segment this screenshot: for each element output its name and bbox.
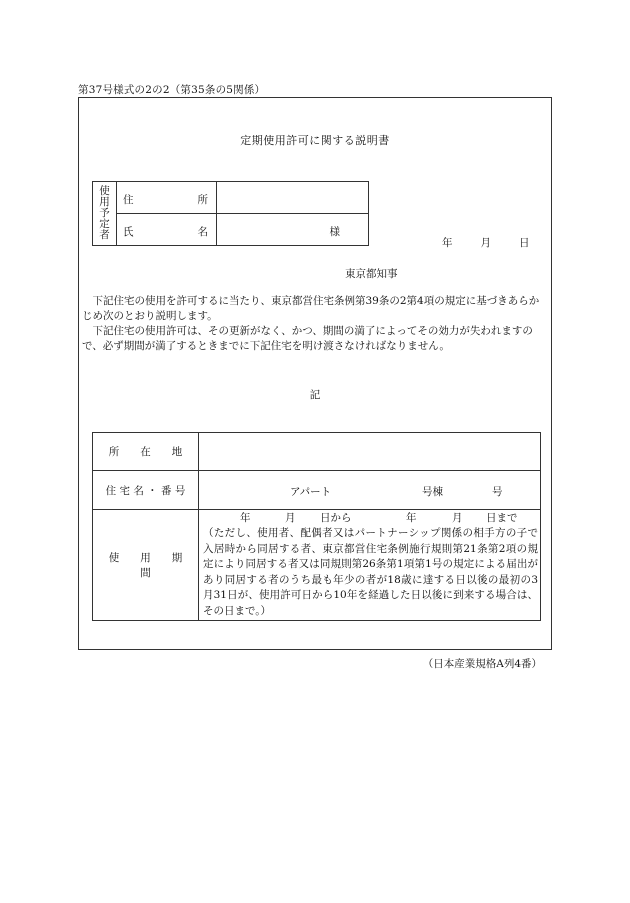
period-dates: 年 月 日から 年 月 日まで — [240, 512, 518, 524]
period-label: 使 用 期 間 — [93, 510, 199, 621]
period-note: （ただし、使用者、配偶者又はパートナーシップ関係の相手方の子で入居時から同居する者、東京都営住宅条例施行規則第21条第2項の規定により同居する者又は同規則第26条第1項第1号の規定による届出があり同居する者のうち最も年少の者が18歳に達する日以後の最初の3月31日が、使用許可日から10年を経過した日以後に到来する場合は、その日まで。） — [203, 527, 538, 617]
address-field[interactable] — [217, 182, 369, 214]
honorific: 様 — [329, 226, 340, 238]
housing-field[interactable]: アパート 号棟 号 — [199, 471, 541, 510]
paper-size-note: （日本産業規格A列4番） — [422, 658, 542, 670]
period-field[interactable] — [199, 510, 541, 621]
explanation-text — [82, 294, 548, 354]
name-field[interactable] — [217, 214, 369, 246]
document-frame — [78, 97, 552, 650]
paragraph: 下記住宅の使用を許可するに当たり、東京都営住宅条例第39条の2第4項の規定に基づきあらかじめ次のとおり説明します。 — [82, 295, 540, 322]
applicant-group-label: 使 用 予 定 者 — [93, 182, 117, 246]
form-number: 第37号様式の2の2（第35条の5関係） — [78, 84, 266, 96]
date-line: 年 月 日 — [442, 237, 530, 249]
document-title: 定期使用許可に関する説明書 — [240, 134, 390, 147]
address-label: 住 所 — [117, 182, 217, 214]
issuer: 東京都知事 — [345, 268, 398, 280]
location-label: 所 在 地 — [93, 433, 199, 471]
details-table — [92, 432, 541, 621]
housing-label: 住 宅 名 ・ 番 号 — [93, 471, 199, 510]
location-field[interactable] — [199, 433, 541, 471]
applicant-table — [92, 181, 369, 246]
name-label: 氏 名 — [117, 214, 217, 246]
paragraph: 下記住宅の使用許可は、その更新がなく、かつ、期間の満了によってその効力が失われますので、必ず期間が満了するときまでに下記住宅を明け渡さなければなりません。 — [82, 325, 533, 352]
ki-heading: 記 — [309, 389, 321, 401]
